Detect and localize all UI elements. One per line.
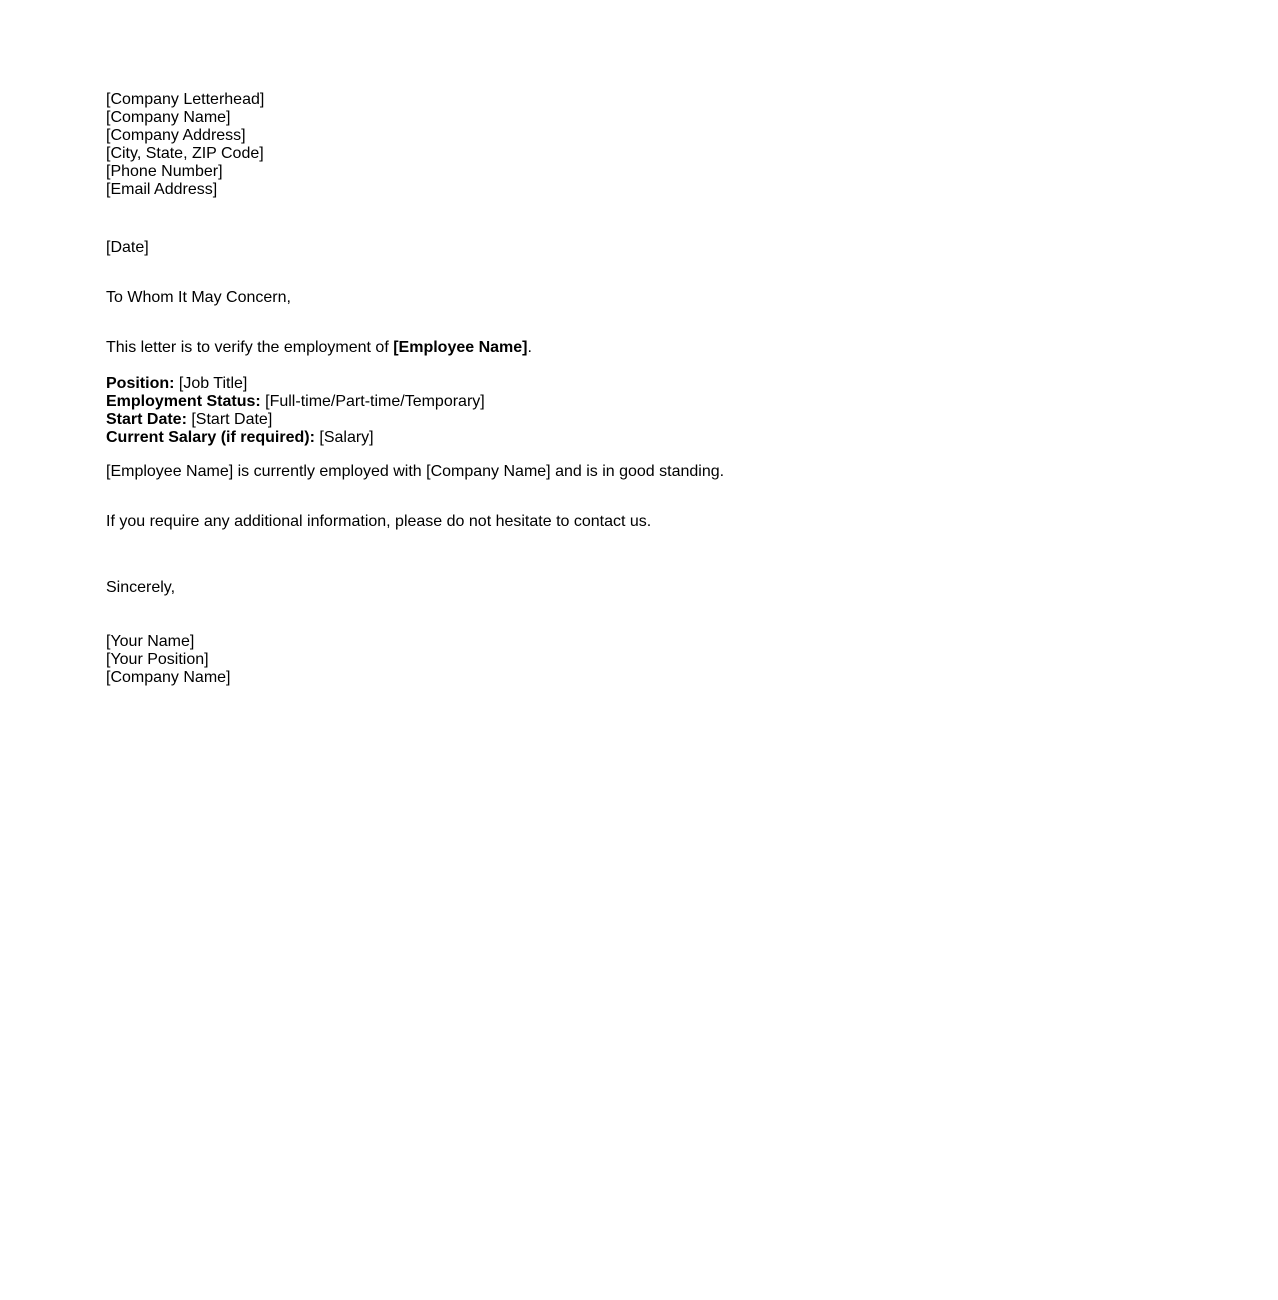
letterhead-block [106,91,1278,199]
signer-name: [Your Name] [106,633,195,650]
company-address: [Company Address] [106,127,246,144]
contact-paragraph [106,513,1278,531]
signer-company: [Company Name] [106,669,231,686]
closing: Sincerely, [106,579,176,596]
detail-current-salary-value: [Salary] [314,429,374,446]
signer-position: [Your Position] [106,651,209,668]
status-text: [Employee Name] is currently employed with [Company Name] and is in good standing. [106,463,725,480]
email-address: [Email Address] [106,181,218,198]
detail-current-salary-label: Current Salary (if required): [106,429,315,446]
detail-position-value: [Job Title] [174,375,248,392]
detail-position-label: Position: [106,375,175,392]
letterhead-title: [Company Letterhead] [106,91,265,108]
detail-employment-status [106,393,1278,411]
company-name: [Company Name] [106,109,231,126]
intro-employee-name: [Employee Name] [393,339,528,356]
salutation-block [106,289,1278,307]
intro-end: . [527,339,532,356]
letter-date: [Date] [106,239,149,256]
phone-number: [Phone Number] [106,163,223,180]
detail-position [106,375,1278,393]
detail-employment-status-value: [Full-time/Part-time/Temporary] [260,393,485,410]
detail-current-salary [106,429,1278,447]
salutation: To Whom It May Concern, [106,289,291,306]
detail-start-date [106,411,1278,429]
detail-start-date-label: Start Date: [106,411,187,428]
intro-text: This letter is to verify the employment of [106,339,394,356]
contact-text: If you require any additional information, please do not hesitate to contact us. [106,513,652,530]
city-state-zip: [City, State, ZIP Code] [106,145,264,162]
employment-details [106,375,1278,447]
intro-paragraph [106,339,1278,357]
intro-line [106,339,1278,357]
status-paragraph [106,463,1278,481]
detail-start-date-value: [Start Date] [186,411,273,428]
closing-block [106,579,1278,597]
signature-block [106,633,1278,687]
date-block [106,239,1278,257]
detail-employment-status-label: Employment Status: [106,393,261,410]
